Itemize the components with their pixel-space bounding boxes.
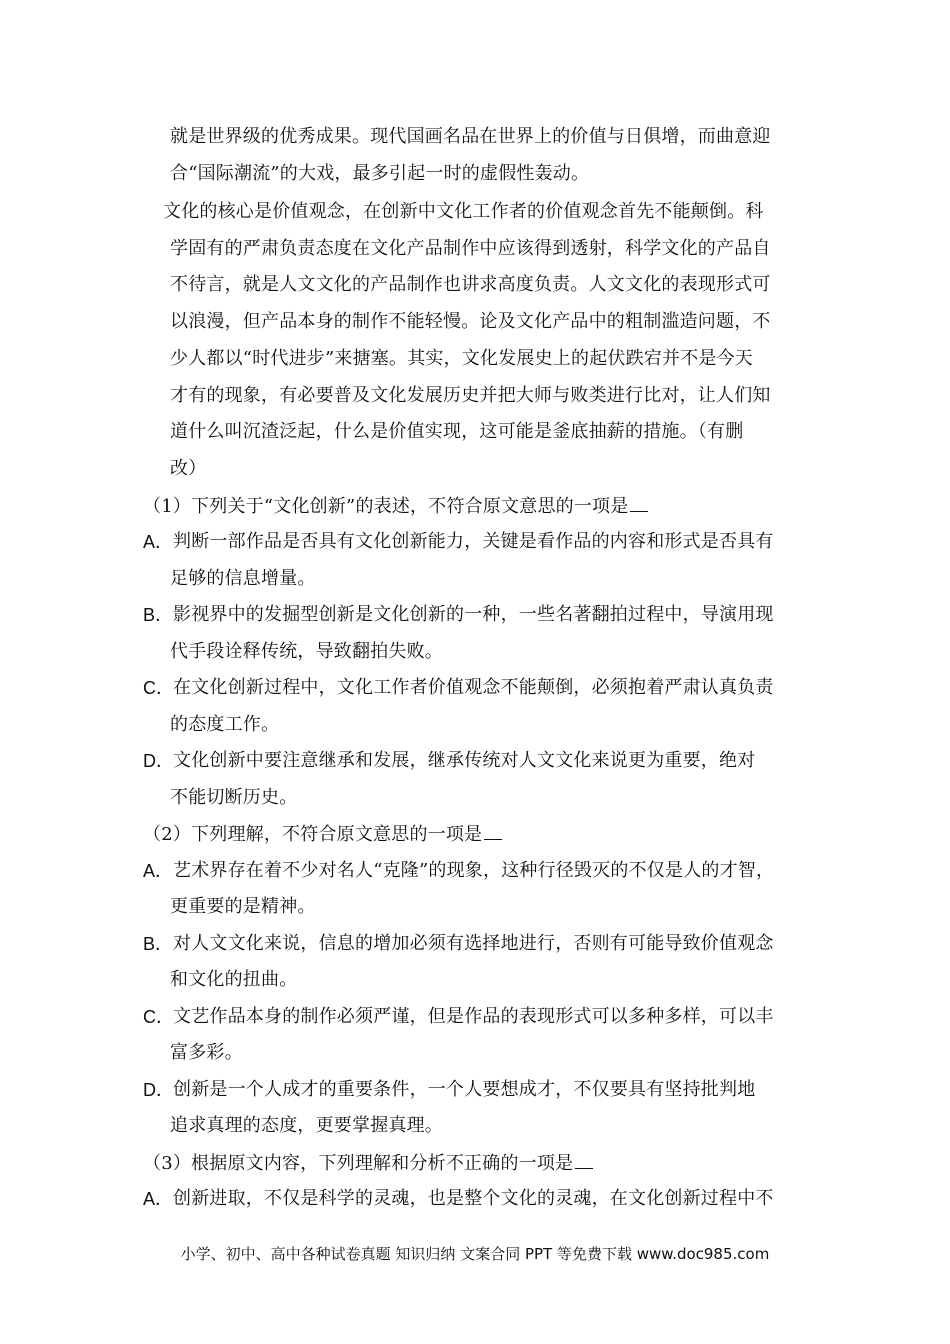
answer-blank [630, 493, 648, 512]
paragraph2-line8: 改） [170, 458, 207, 479]
q1-option-d-line2: 不能切断历史。 [170, 787, 298, 808]
question2-stem-text: （2）下列理解，不符合原文意思的一项是 [143, 824, 483, 845]
q3-option-a-label: A． [143, 1189, 174, 1209]
q2-option-a-label: A． [143, 861, 174, 881]
q2-option-c-label: C． [143, 1007, 174, 1027]
question3-stem [143, 1150, 593, 1177]
q1-option-d-line1: 文化创新中要注意继承和发展，继承传统对人文文化来说更为重要，绝对 [173, 750, 756, 771]
paragraph1-line1: 就是世界级的优秀成果。现代国画名品在世界上的价值与日俱增，而曲意迎 [170, 126, 771, 147]
page-footer: 小学、初中、高中各种试卷真题 知识归纳 文案合同 PPT 等免费下载 www.doc985.com [180, 1245, 770, 1263]
q1-option-c-line2: 的态度工作。 [170, 714, 280, 735]
q2-option-d-line1: 创新是一个人成才的重要条件，一个人要想成才，不仅要具有坚持批判地 [173, 1079, 756, 1100]
q2-option-c-line2: 富多彩。 [170, 1042, 243, 1063]
paragraph1-line2: 合“国际潮流”的大戏，最多引起一时的虚假性轰动。 [170, 163, 590, 184]
question1-stem [143, 493, 648, 520]
answer-blank [575, 1150, 593, 1169]
q1-option-a-line1: 判断一部作品是否具有文化创新能力，关键是看作品的内容和形式是否具有 [173, 531, 774, 552]
q2-option-b-line1: 对人文文化来说，信息的增加必须有选择地进行，否则有可能导致价值观念 [173, 933, 774, 954]
paragraph2-line2: 学固有的严肃负责态度在文化产品制作中应该得到透射，科学文化的产品自 [170, 238, 771, 259]
question3-stem-text: （3）根据原文内容，下列理解和分析不正确的一项是 [143, 1153, 574, 1174]
q2-option-b-label: B． [143, 934, 174, 954]
answer-blank [484, 821, 502, 840]
paragraph2-line3: 不待言，就是人文文化的产品制作也讲求高度负责。人文文化的表现形式可 [170, 274, 771, 295]
paragraph2-line7: 道什么叫沉渣泛起，什么是价值实现，这可能是釜底抽薪的措施。（有删 [170, 421, 744, 442]
q1-option-a-label: A． [143, 532, 174, 552]
q1-option-d-label: D． [143, 751, 174, 771]
paragraph2-line6: 才有的现象，有必要普及文化发展历史并把大师与败类进行比对，让人们知 [170, 385, 771, 406]
q1-option-b-line1: 影视界中的发掘型创新是文化创新的一种，一些名著翻拍过程中，导演用现 [173, 604, 774, 625]
q2-option-a-line1: 艺术界存在着不少对名人“克隆”的现象，这种行径毁灭的不仅是人的才智， [173, 860, 775, 881]
q2-option-d-label: D． [143, 1080, 174, 1100]
q1-option-b-line2: 代手段诠释传统，导致翻拍失败。 [170, 641, 443, 662]
q1-option-b-label: B． [143, 605, 174, 625]
paragraph2-line4: 以浪漫，但产品本身的制作不能轻慢。论及文化产品中的粗制滥造问题，不 [170, 311, 771, 332]
paragraph2-line1: 文化的核心是价值观念，在创新中文化工作者的价值观念首先不能颠倒。科 [163, 201, 764, 222]
paragraph2-line5: 少人都以“时代进步”来搪塞。其实，文化发展史上的起伏跌宕并不是今天 [170, 348, 754, 369]
q2-option-d-line2: 追求真理的态度，更要掌握真理。 [170, 1115, 443, 1136]
question1-stem-text: （1）下列关于“文化创新”的表述，不符合原文意思的一项是 [143, 496, 629, 517]
q1-option-c-label: C． [143, 678, 174, 698]
q1-option-a-line2: 足够的信息增量。 [170, 568, 316, 589]
q3-option-a-line1: 创新进取，不仅是科学的灵魂，也是整个文化的灵魂，在文化创新过程中不 [173, 1188, 774, 1209]
q2-option-a-line2: 更重要的是精神。 [170, 896, 316, 917]
question2-stem [143, 821, 502, 848]
q1-option-c-line1: 在文化创新过程中，文化工作者价值观念不能颠倒，必须抱着严肃认真负责 [173, 677, 774, 698]
q2-option-c-line1: 文艺作品本身的制作必须严谨，但是作品的表现形式可以多种多样，可以丰 [173, 1006, 774, 1027]
q2-option-b-line2: 和文化的扭曲。 [170, 969, 298, 990]
